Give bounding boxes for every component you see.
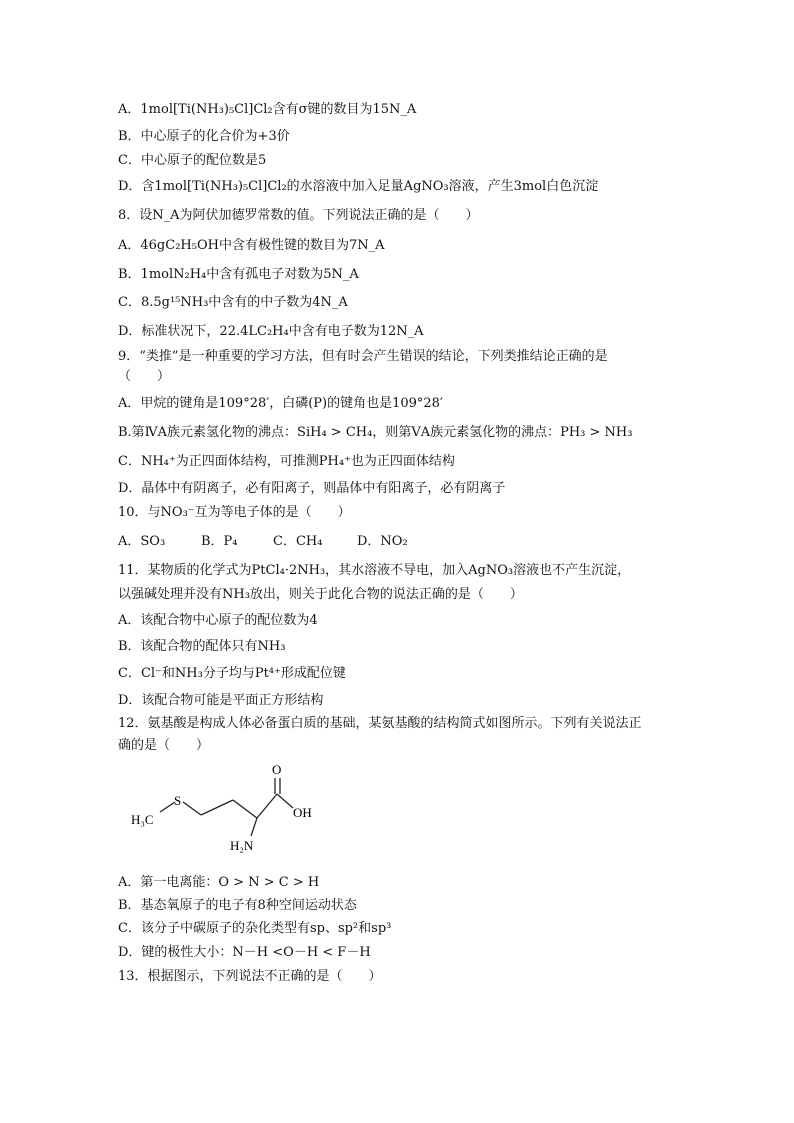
q8-option-c: C．8.5g¹⁵NH₃中含有的中子数为4N_A — [118, 295, 348, 310]
q9-option-d: D．晶体中有阴离子，必有阳离子，则晶体中有阳离子，必有阴离子 — [118, 481, 506, 496]
q12-stem-line1: 12．氨基酸是构成人体必备蛋白质的基础，某氨基酸的结构简式如图所示。下列有关说法正 — [118, 716, 642, 731]
q10-option-b: B．P₄ — [201, 534, 238, 549]
q8-stem: 8．设N_A为阿伏加德罗常数的值。下列说法正确的是（ ） — [118, 208, 479, 223]
q11-option-a: A．该配合物中心原子的配位数为4 — [118, 613, 318, 628]
structure-label-h2n: H₂N — [230, 838, 254, 853]
q11-stem-line1: 11．某物质的化学式为PtCl₄·2NH₃，其水溶液不导电，加入AgNO₃溶液也不产生沉淀， — [118, 563, 631, 578]
structure-label-s: S — [174, 793, 182, 808]
q10-stem: 10．与NO₃⁻互为等电子体的是（ ） — [118, 505, 351, 520]
q13-stem: 13．根据图示，下列说法不正确的是（ ） — [118, 969, 382, 984]
q12-option-c: C．该分子中碳原子的杂化类型有sp、sp²和sp³ — [118, 921, 392, 936]
q7-option-b: B．中心原子的化合价为+3价 — [118, 129, 290, 144]
q7-option-c: C．中心原子的配位数是5 — [118, 153, 267, 168]
q11-stem-line2: 以强碱处理并没有NH₃放出，则关于此化合物的说法正确的是（ ） — [118, 587, 523, 602]
structure-label-oh: OH — [293, 805, 312, 820]
q9-option-c: C．NH₄⁺为正四面体结构，可推测PH₄⁺也为正四面体结构 — [118, 454, 455, 469]
q12-option-d: D．键的极性大小：N－H <O－H < F－H — [118, 945, 371, 960]
q8-option-d: D．标准状况下，22.4LC₂H₄中含有电子数为12N_A — [118, 324, 424, 339]
q11-option-d: D．该配合物可能是平面正方形结构 — [118, 693, 324, 708]
q10-option-c: C．CH₄ — [273, 534, 323, 549]
q10-option-d: D．NO₂ — [357, 534, 408, 549]
q11-option-c: C．Cl⁻和NH₃分子均与Pt⁴⁺形成配位键 — [118, 666, 346, 681]
q8-option-b: B．1molN₂H₄中含有孤电子对数为5N_A — [118, 267, 359, 282]
structure-label-o: O — [272, 762, 282, 777]
q12-option-a: A．第一电离能：O > N > C > H — [118, 875, 320, 890]
methionine-structure — [125, 760, 365, 860]
q8-option-a: A．46gC₂H₅OH中含有极性键的数目为7N_A — [118, 238, 385, 253]
q12-stem-line2: 确的是（ ） — [118, 738, 210, 753]
q10-option-a: A．SO₃ — [118, 534, 166, 549]
q9-stem-line2: （ ） — [118, 369, 171, 384]
q9-option-b: B.第ⅣA族元素氢化物的沸点：SiH₄ > CH₄，则第ⅤA族元素氢化物的沸点：PH₃ > NH₃ — [118, 425, 633, 440]
q11-option-b: B．该配合物的配体只有NH₃ — [118, 639, 286, 654]
q12-option-b: B．基态氧原子的电子有8种空间运动状态 — [118, 898, 357, 913]
q9-stem-line1: 9．“类推”是一种重要的学习方法，但有时会产生错误的结论，下列类推结论正确的是 — [118, 349, 608, 364]
q9-option-a: A．甲烷的键角是109°28′，白磷(P)的键角也是109°28′ — [118, 396, 443, 411]
structure-label-h3c: H₃C — [131, 812, 154, 827]
q7-option-a: A．1mol[Ti(NH₃)₅Cl]Cl₂含有σ键的数目为15N_A — [118, 102, 417, 117]
q7-option-d: D．含1mol[Ti(NH₃)₅Cl]Cl₂的水溶液中加入足量AgNO₃溶液，产生3mol白色沉淀 — [118, 179, 599, 194]
